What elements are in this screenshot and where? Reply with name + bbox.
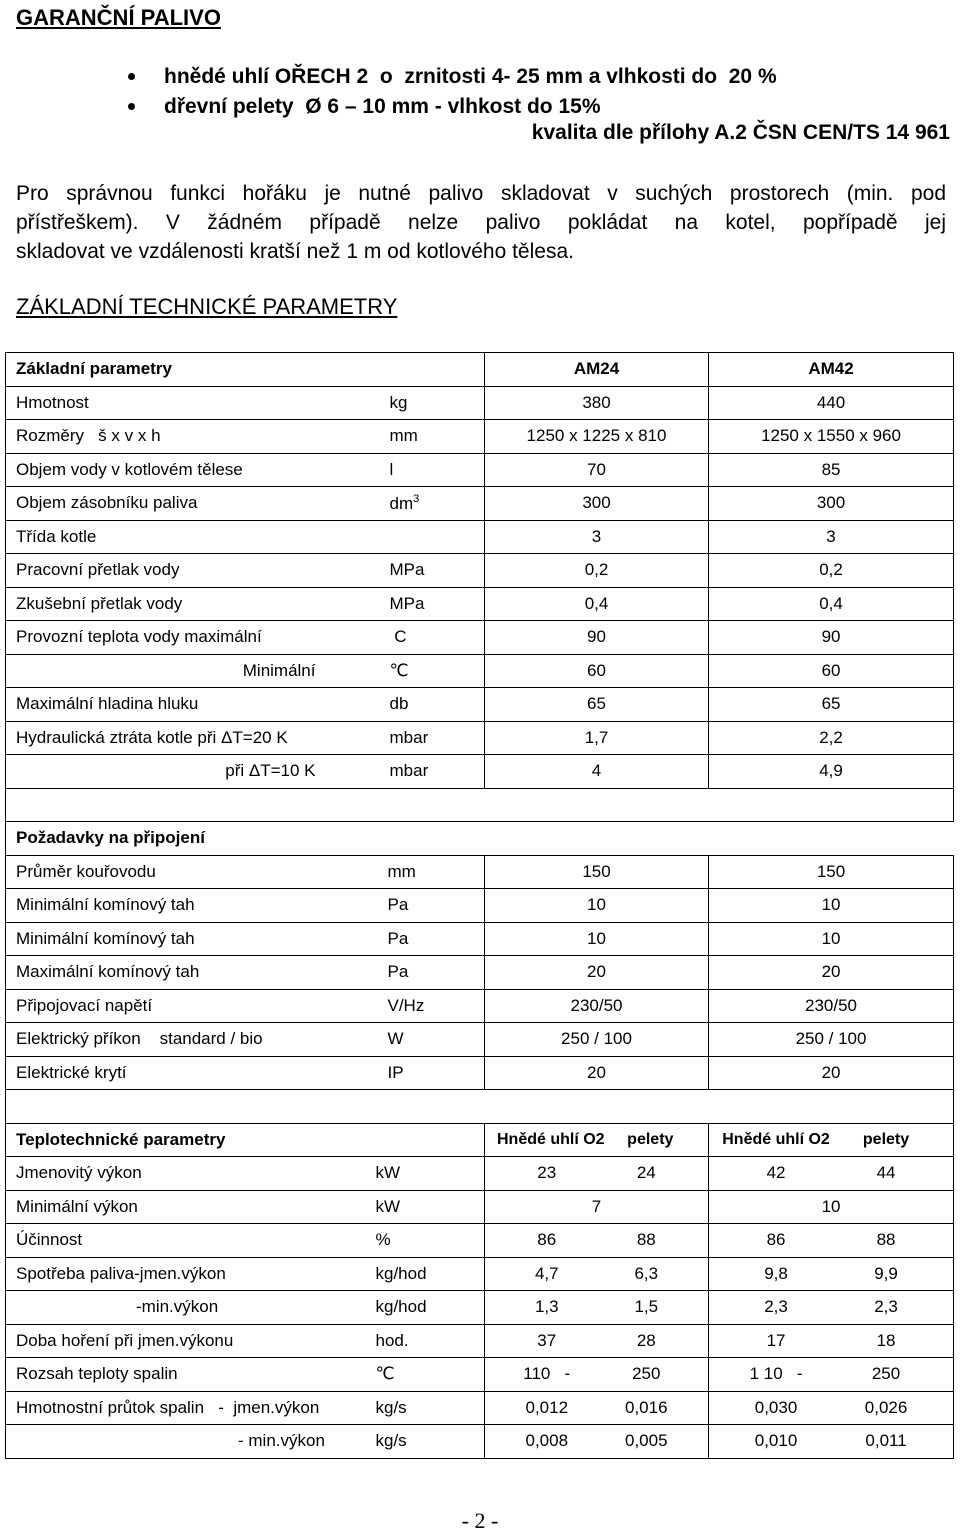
param-unit: kg/hod xyxy=(376,1257,485,1291)
param-unit-text: db xyxy=(389,694,409,714)
value-am24: 380 xyxy=(485,386,709,420)
spacer-row xyxy=(6,1090,954,1124)
connection-row xyxy=(6,956,954,990)
basic-header-row xyxy=(6,353,954,387)
param-unit xyxy=(376,554,485,588)
param-unit: kW xyxy=(376,1157,485,1191)
split-value: 28 xyxy=(636,1330,656,1350)
value-am42: 10 xyxy=(709,1190,954,1224)
param-unit: kW xyxy=(376,1190,485,1224)
thermal-header-row xyxy=(6,1123,954,1157)
header-am24: AM24 xyxy=(485,353,709,387)
value-am24: 0,2 xyxy=(485,554,709,588)
connection-row xyxy=(6,922,954,956)
param-label: Maximální komínový tah xyxy=(6,956,376,990)
param-label: Připojovací napětí xyxy=(6,989,376,1023)
spacer-cell xyxy=(6,1090,954,1124)
param-label: Pracovní přetlak vody xyxy=(6,554,376,588)
param-unit: V/Hz xyxy=(376,989,485,1023)
param-unit: Pa xyxy=(376,956,485,990)
split-value: 1 10 - xyxy=(749,1364,803,1384)
connection-row xyxy=(6,855,954,889)
thermal-header-label: Teplotechnické parametry xyxy=(6,1123,376,1157)
param-unit: W xyxy=(376,1023,485,1057)
param-label: - min.výkon xyxy=(6,1425,376,1459)
value-am42: 0,4 xyxy=(709,587,954,621)
param-unit: IP xyxy=(376,1056,485,1090)
value-am42: 20 xyxy=(709,956,954,990)
param-unit xyxy=(376,386,485,420)
value-am42 xyxy=(709,1224,954,1258)
paragraph-line-3: skladovat ve vzdálenosti kratší než 1 m od kotlového tělesa. xyxy=(16,240,574,263)
split-value: 110 - xyxy=(523,1364,571,1384)
split-values xyxy=(485,1163,708,1183)
param-unit: Pa xyxy=(376,922,485,956)
value-am24: 20 xyxy=(485,956,709,990)
param-label: Zkušební přetlak vody xyxy=(6,587,376,621)
param-label: Účinnost xyxy=(6,1224,376,1258)
param-unit xyxy=(376,520,485,554)
split-values xyxy=(709,1163,953,1183)
value-am42: 20 xyxy=(709,1056,954,1090)
value-am24: 10 xyxy=(485,889,709,923)
param-unit xyxy=(376,453,485,487)
spacer-row xyxy=(6,788,954,822)
param-label: Hmotnostní průtok spalin - jmen.výkon xyxy=(6,1391,376,1425)
split-value: 0,005 xyxy=(625,1431,668,1451)
split-value: 42 xyxy=(766,1163,786,1183)
param-unit xyxy=(376,621,485,655)
split-value: 0,030 xyxy=(754,1397,798,1417)
param-unit-text: kg xyxy=(389,392,408,412)
split-value: 0,010 xyxy=(754,1431,798,1451)
value-am42 xyxy=(709,1157,954,1191)
basic-row xyxy=(6,621,954,655)
param-label: Rozsah teploty spalin xyxy=(6,1358,376,1392)
value-am42 xyxy=(709,1391,954,1425)
value-am24: 1,7 xyxy=(485,721,709,755)
value-am24: 70 xyxy=(485,453,709,487)
split-value: 23 xyxy=(537,1163,557,1183)
thermal-header-am24 xyxy=(485,1123,709,1157)
value-am24 xyxy=(485,1391,709,1425)
split-values xyxy=(485,1230,708,1250)
storage-paragraph xyxy=(16,179,946,266)
param-label: -min.výkon xyxy=(6,1291,376,1325)
connection-row xyxy=(6,1023,954,1057)
param-label: Doba hoření při jmen.výkonu xyxy=(6,1324,376,1358)
basic-row xyxy=(6,487,954,521)
value-am24: 7 xyxy=(485,1190,709,1224)
value-am42: 440 xyxy=(709,386,954,420)
param-label: Maximální hladina hluku xyxy=(6,688,376,722)
split-values xyxy=(485,1131,708,1149)
split-values xyxy=(485,1431,708,1451)
value-am24: 300 xyxy=(485,487,709,521)
param-unit xyxy=(376,755,485,789)
basic-row xyxy=(6,654,954,688)
fuel-list xyxy=(120,62,777,122)
thermal-row xyxy=(6,1425,954,1459)
value-am42: 90 xyxy=(709,621,954,655)
param-unit xyxy=(376,688,485,722)
thermal-row xyxy=(6,1291,954,1325)
param-label: Minimální výkon xyxy=(6,1190,376,1224)
thermal-header-unit xyxy=(376,1123,485,1157)
connection-row xyxy=(6,989,954,1023)
split-values xyxy=(485,1398,708,1418)
param-label: Jmenovitý výkon xyxy=(6,1157,376,1191)
fuel-item-pellets: dřevní pelety Ø 6 – 10 mm - vlhkost do 15% xyxy=(120,92,777,122)
split-value: 0,012 xyxy=(525,1397,569,1417)
split-value: 0,011 xyxy=(865,1431,907,1451)
param-unit xyxy=(376,420,485,454)
value-am42: 230/50 xyxy=(709,989,954,1023)
page-number: - 2 - xyxy=(461,1508,499,1533)
split-values xyxy=(709,1131,953,1149)
split-value: pelety xyxy=(862,1130,910,1148)
basic-row xyxy=(6,755,954,789)
split-value: 1,5 xyxy=(634,1297,659,1317)
basic-row xyxy=(6,721,954,755)
value-am42: 4,9 xyxy=(709,755,954,789)
value-am42: 10 xyxy=(709,922,954,956)
param-label: Třída kotle xyxy=(6,520,376,554)
value-am24 xyxy=(485,1291,709,1325)
thermal-row xyxy=(6,1324,954,1358)
split-value: 9,9 xyxy=(874,1263,898,1283)
split-value: 17 xyxy=(766,1330,786,1350)
connection-header-label: Požadavky na připojení xyxy=(6,822,954,856)
value-am24: 230/50 xyxy=(485,989,709,1023)
value-am24: 250 / 100 xyxy=(485,1023,709,1057)
connection-row xyxy=(6,1056,954,1090)
split-value: 0,016 xyxy=(625,1397,668,1417)
value-am42: 10 xyxy=(709,889,954,923)
value-am24 xyxy=(485,1425,709,1459)
heading-guaranteed-fuel: GARANČNÍ PALIVO xyxy=(16,5,221,30)
basic-row xyxy=(6,453,954,487)
param-label: Spotřeba paliva-jmen.výkon xyxy=(6,1257,376,1291)
value-am24: 3 xyxy=(485,520,709,554)
split-value: 44 xyxy=(876,1163,896,1183)
param-unit: Pa xyxy=(376,889,485,923)
split-value: 24 xyxy=(636,1163,656,1183)
param-unit: kg/s xyxy=(376,1391,485,1425)
thermal-header-am42 xyxy=(709,1123,954,1157)
split-value: Hnědé uhlí O2 xyxy=(722,1130,830,1148)
value-am42: 300 xyxy=(709,487,954,521)
split-value: 2,3 xyxy=(874,1297,898,1317)
technical-parameters-table xyxy=(5,352,954,1459)
value-am24: 0,4 xyxy=(485,587,709,621)
param-label: Hmotnost xyxy=(6,386,376,420)
value-am42 xyxy=(709,1324,954,1358)
split-values xyxy=(709,1431,953,1451)
value-am42 xyxy=(709,1257,954,1291)
value-am24 xyxy=(485,1157,709,1191)
fuel-item-coal: hnědé uhlí OŘECH 2 o zrnitosti 4- 25 mm a vlhkosti do 20 % xyxy=(120,62,777,92)
split-values xyxy=(709,1364,953,1384)
value-am42: 65 xyxy=(709,688,954,722)
connection-header-row xyxy=(6,822,954,856)
param-unit-text: ℃ xyxy=(389,660,409,680)
split-value: 6,3 xyxy=(634,1263,659,1283)
value-am24 xyxy=(485,1224,709,1258)
thermal-row xyxy=(6,1157,954,1191)
value-am42: 60 xyxy=(709,654,954,688)
value-am24: 1250 x 1225 x 810 xyxy=(485,420,709,454)
param-unit-text: C xyxy=(389,627,407,647)
param-unit: kg/hod xyxy=(376,1291,485,1325)
value-am24 xyxy=(485,1358,709,1392)
split-values xyxy=(485,1264,708,1284)
param-unit xyxy=(376,654,485,688)
value-am24: 90 xyxy=(485,621,709,655)
value-am24: 20 xyxy=(485,1056,709,1090)
param-label: Objem vody v kotlovém tělese xyxy=(6,453,376,487)
basic-row xyxy=(6,520,954,554)
split-value: 88 xyxy=(876,1230,896,1250)
split-value: Hnědé uhlí O2 xyxy=(497,1130,605,1148)
param-label: Elektrický příkon standard / bio xyxy=(6,1023,376,1057)
param-label: při ΔT=10 K xyxy=(6,755,376,789)
param-label: Průměr kouřovodu xyxy=(6,855,376,889)
unit-superscript: 3 xyxy=(413,492,420,505)
split-value: 88 xyxy=(636,1230,656,1250)
split-value: 4,7 xyxy=(534,1263,559,1283)
value-am24: 60 xyxy=(485,654,709,688)
split-values xyxy=(709,1331,953,1351)
param-unit: kg/s xyxy=(376,1425,485,1459)
split-value: 250 xyxy=(632,1364,661,1384)
param-unit-text: MPa xyxy=(389,560,425,580)
param-label: Provozní teplota vody maximální xyxy=(6,621,376,655)
param-unit-text: mbar xyxy=(389,761,429,781)
basic-header-label: Základní parametry xyxy=(6,353,376,387)
split-value: 18 xyxy=(876,1330,896,1350)
param-unit-text: MPa xyxy=(389,593,425,613)
basic-header-unit xyxy=(376,353,485,387)
basic-row xyxy=(6,587,954,621)
split-value: 86 xyxy=(766,1230,786,1250)
split-value: 37 xyxy=(537,1330,557,1350)
basic-row xyxy=(6,688,954,722)
param-unit-text: dm xyxy=(389,493,414,513)
split-values xyxy=(709,1230,953,1250)
basic-row xyxy=(6,386,954,420)
split-value: 2,3 xyxy=(764,1297,788,1317)
param-label: Elektrické krytí xyxy=(6,1056,376,1090)
param-label: Objem zásobníku paliva xyxy=(6,487,376,521)
value-am42: 0,2 xyxy=(709,554,954,588)
value-am42: 1250 x 1550 x 960 xyxy=(709,420,954,454)
param-unit: % xyxy=(376,1224,485,1258)
value-am42 xyxy=(709,1358,954,1392)
split-values xyxy=(485,1331,708,1351)
value-am42 xyxy=(709,1291,954,1325)
split-value: 0,008 xyxy=(525,1431,569,1451)
param-unit: mm xyxy=(376,855,485,889)
paragraph-line-2: přístřeškem). V žádném případě nelze palivo pokládat na kotel, popřípadě jej xyxy=(16,211,946,234)
param-label: Minimální komínový tah xyxy=(6,889,376,923)
split-values xyxy=(709,1264,953,1284)
param-unit-text: mbar xyxy=(389,727,429,747)
split-values xyxy=(485,1297,708,1317)
thermal-row xyxy=(6,1224,954,1258)
param-unit: ℃ xyxy=(376,1358,485,1392)
thermal-row xyxy=(6,1358,954,1392)
split-values xyxy=(709,1398,953,1418)
value-am42 xyxy=(709,1425,954,1459)
spacer-cell xyxy=(6,788,954,822)
value-am42: 2,2 xyxy=(709,721,954,755)
param-unit xyxy=(376,587,485,621)
split-value: 0,026 xyxy=(864,1397,908,1417)
heading-technical-parameters: ZÁKLADNÍ TECHNICKÉ PARAMETRY xyxy=(16,294,398,319)
header-am42: AM42 xyxy=(709,353,954,387)
value-am24: 65 xyxy=(485,688,709,722)
split-value: 86 xyxy=(537,1230,557,1250)
basic-row xyxy=(6,554,954,588)
value-am24: 10 xyxy=(485,922,709,956)
value-am42: 250 / 100 xyxy=(709,1023,954,1057)
param-unit xyxy=(376,721,485,755)
thermal-row xyxy=(6,1391,954,1425)
param-unit-text: l xyxy=(389,459,394,479)
thermal-row xyxy=(6,1257,954,1291)
pellet-quality-note: kvalita dle přílohy A.2 ČSN CEN/TS 14 961 xyxy=(531,121,950,144)
value-am24: 150 xyxy=(485,855,709,889)
value-am42: 3 xyxy=(709,520,954,554)
split-value: 250 xyxy=(871,1364,901,1384)
thermal-row xyxy=(6,1190,954,1224)
paragraph-line-1: Pro správnou funkci hořáku je nutné palivo skladovat v suchých prostorech (min. pod xyxy=(16,182,946,205)
split-value: 9,8 xyxy=(764,1263,788,1283)
value-am42: 150 xyxy=(709,855,954,889)
split-values xyxy=(485,1364,708,1384)
param-label: Minimální komínový tah xyxy=(6,922,376,956)
value-am24 xyxy=(485,1324,709,1358)
value-am24: 4 xyxy=(485,755,709,789)
param-label: Rozměry š x v x h xyxy=(6,420,376,454)
param-unit: hod. xyxy=(376,1324,485,1358)
value-am24 xyxy=(485,1257,709,1291)
param-label: Minimální xyxy=(6,654,376,688)
param-unit-text: mm xyxy=(389,426,418,446)
param-unit xyxy=(376,487,485,521)
param-label: Hydraulická ztráta kotle při ΔT=20 K xyxy=(6,721,376,755)
connection-row xyxy=(6,889,954,923)
basic-row xyxy=(6,420,954,454)
split-values xyxy=(709,1297,953,1317)
split-value: pelety xyxy=(627,1130,674,1148)
value-am42: 85 xyxy=(709,453,954,487)
split-value: 1,3 xyxy=(534,1297,559,1317)
